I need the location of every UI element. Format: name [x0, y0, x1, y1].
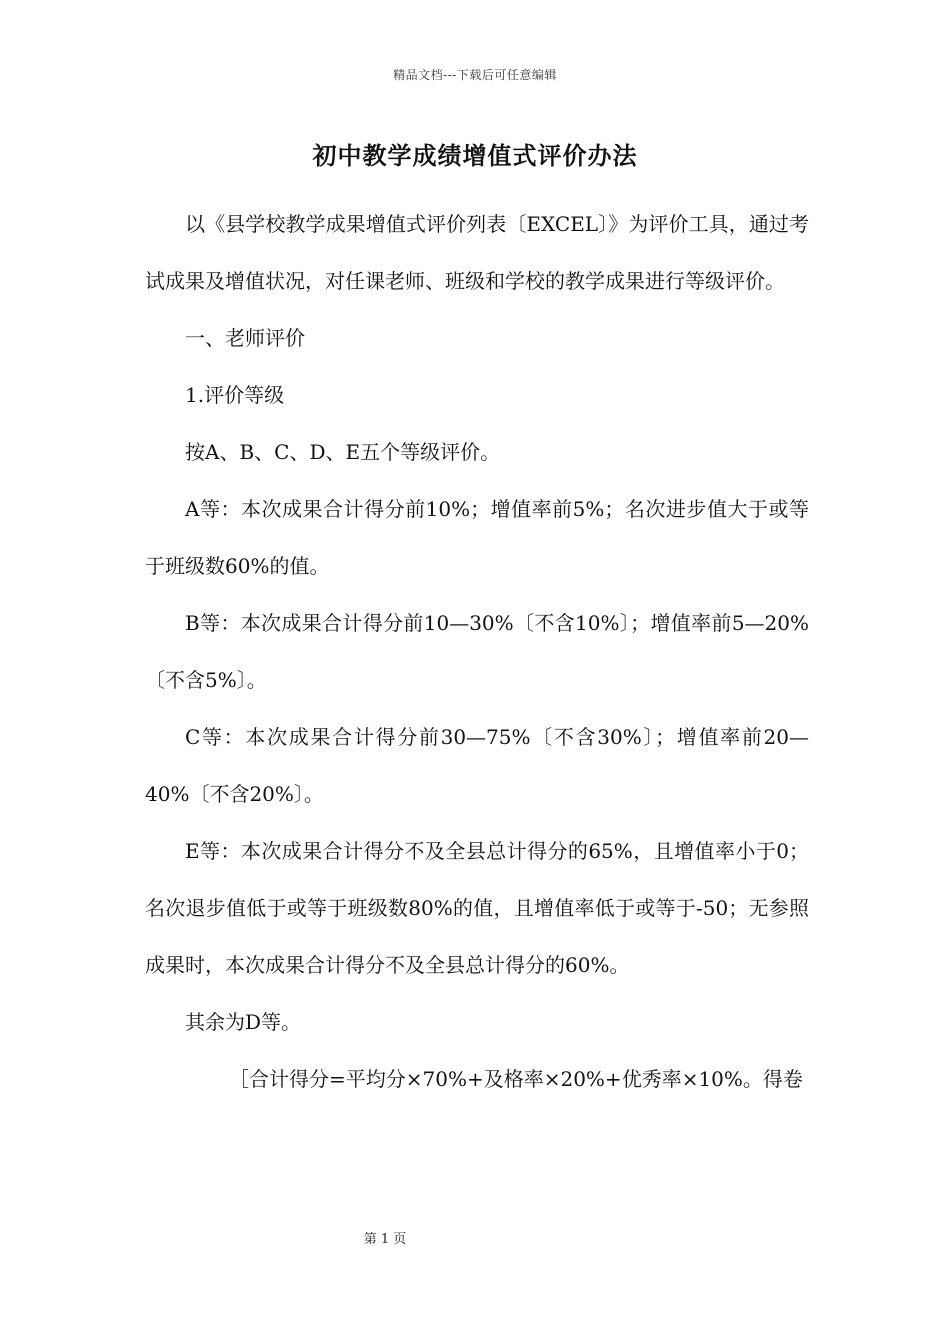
grade-levels-paragraph: 按A、B、C、D、E五个等级评价。: [185, 440, 501, 464]
page-header: 精品文档---下载后可任意编辑: [393, 68, 557, 82]
intro-paragraph: 以《县学校教学成果增值式评价列表〔EXCEL〕》为评价工具，通过考试成果及增值状况，对任课老师、班级和学校的教学成果进行等级评价。: [145, 212, 809, 293]
section-heading-teacher-evaluation: 一、老师评价: [185, 326, 305, 350]
grade-a-paragraph: A等：本次成果合计得分前10%；增值率前5%；名次进步值大于或等于班级数60%的值。: [145, 497, 809, 578]
subsection-heading-grade-levels: 1.评价等级: [185, 383, 285, 407]
document-body: [145, 196, 809, 1108]
grade-b-paragraph: B等：本次成果合计得分前10—30%〔不含10%〕；增值率前5—20%〔不含5%〕。: [145, 611, 809, 692]
document-title: 初中教学成绩增值式评价办法: [312, 141, 638, 170]
grade-c-paragraph: C等：本次成果合计得分前30—75%〔不含30%〕；增值率前20—40%〔不含20%〕。: [145, 725, 809, 806]
score-formula-paragraph: ［合计得分=平均分×70%+及格率×20%+优秀率×10%。得卷: [229, 1067, 803, 1091]
page-number: 第 1 页: [363, 1232, 407, 1247]
grade-e-paragraph: E等：本次成果合计得分不及全县总计得分的65%，且增值率小于0；名次退步值低于或等于班级数80%的值，且增值率低于或等于-50；无参照成果时，本次成果合计得分不及全县总计得分的60%。: [145, 839, 809, 977]
grade-d-paragraph: 其余为D等。: [185, 1010, 302, 1034]
